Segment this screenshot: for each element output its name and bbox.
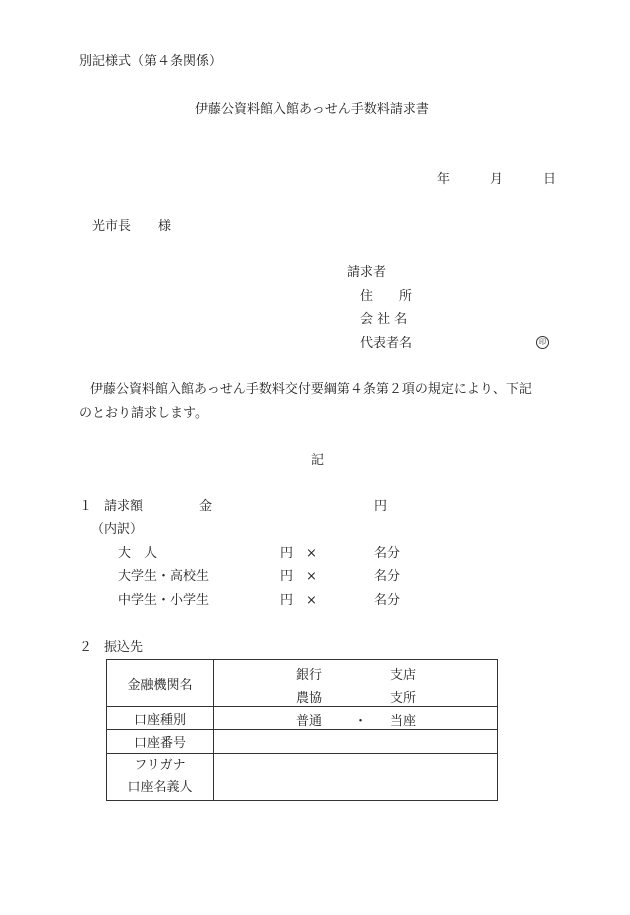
company-label: 会 社 名 xyxy=(360,312,408,327)
document-title: 伊藤公資料館入館あっせん手数料請求書 xyxy=(195,102,429,117)
bank-account-table xyxy=(106,659,498,801)
breakdown-times: × xyxy=(306,546,317,561)
account-type-cell xyxy=(214,707,498,730)
kin-label: 金 xyxy=(199,499,213,514)
breakdown-category: 大 人 xyxy=(118,546,158,561)
seal-mark: 印 xyxy=(536,336,549,349)
breakdown-category: 大学生・高校生 xyxy=(118,569,210,584)
breakdown-yen: 円 xyxy=(280,546,294,561)
section2-number: ２ xyxy=(79,640,93,655)
section2-label: 振込先 xyxy=(104,640,144,655)
account-holder-label-cell xyxy=(107,754,214,801)
ki-heading: 記 xyxy=(311,453,325,468)
breakdown-times: × xyxy=(306,593,317,608)
date-year: 年 xyxy=(437,172,451,187)
ordinary-label: 普通 xyxy=(296,714,323,729)
claimant-heading: 請求者 xyxy=(347,265,387,280)
body-text-line2: のとおり請求します。 xyxy=(79,406,208,421)
table-row xyxy=(107,754,498,801)
addressee-name: 光市長 xyxy=(92,219,132,234)
breakdown-persons: 名分 xyxy=(374,569,401,584)
office-label: 支所 xyxy=(390,691,417,706)
breakdown-persons: 名分 xyxy=(374,593,401,608)
breakdown-times: × xyxy=(306,569,317,584)
account-number-cell xyxy=(214,730,498,754)
bank-label: 銀行 xyxy=(296,668,323,683)
breakdown-persons: 名分 xyxy=(374,546,401,561)
date-day: 日 xyxy=(543,172,557,187)
breakdown-yen: 円 xyxy=(280,569,294,584)
addressee-honorific: 様 xyxy=(158,219,172,234)
furigana-label: フリガナ xyxy=(134,758,186,773)
breakdown-label: （内訳） xyxy=(91,522,144,537)
section1-number: １ xyxy=(79,499,93,514)
table-row xyxy=(107,707,498,730)
current-label: 当座 xyxy=(390,714,417,729)
form-number: 別記様式（第４条関係） xyxy=(79,54,223,69)
account-holder-label: 口座名義人 xyxy=(127,780,193,795)
account-number-label: 口座番号 xyxy=(107,730,214,754)
total-yen-label: 円 xyxy=(374,499,388,514)
agri-coop-label: 農協 xyxy=(296,691,323,706)
separator: ・ xyxy=(354,714,368,729)
section1-label: 請求額 xyxy=(104,499,144,514)
breakdown-yen: 円 xyxy=(280,593,294,608)
branch-label: 支店 xyxy=(390,668,417,683)
institution-label: 金融機関名 xyxy=(107,660,214,707)
date-month: 月 xyxy=(490,172,504,187)
table-row xyxy=(107,660,498,707)
body-text-line1: 伊藤公資料館入館あっせん手数料交付要綱第４条第２項の規定により、下記 xyxy=(90,382,532,397)
representative-label: 代表者名 xyxy=(360,336,413,351)
table-row xyxy=(107,730,498,754)
account-type-label: 口座種別 xyxy=(107,707,214,730)
breakdown-category: 中学生・小学生 xyxy=(118,593,210,608)
institution-cell xyxy=(214,660,498,707)
address-label: 住 所 xyxy=(360,289,413,304)
account-holder-cell xyxy=(214,754,498,801)
